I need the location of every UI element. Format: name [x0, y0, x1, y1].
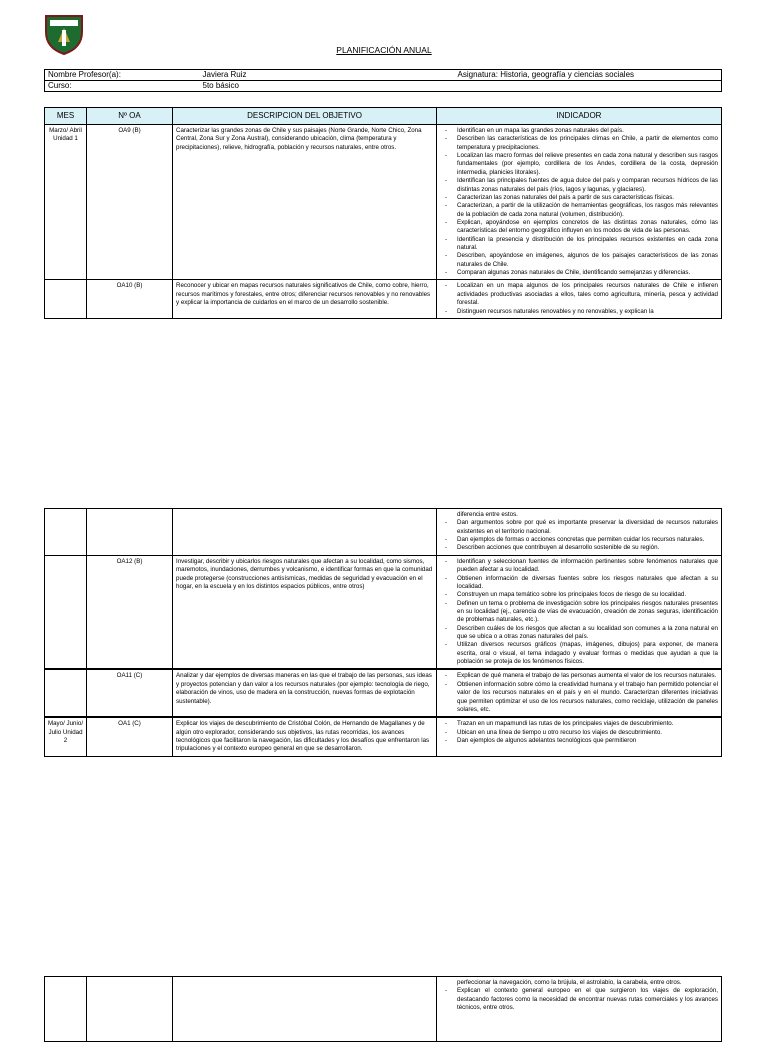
row-oa: OA9 (B): [87, 125, 173, 280]
col-header-mes: MES: [45, 108, 87, 125]
indicator-item: - Comparan algunas zonas naturales de Chile, identificando semejanzas y diferencias.: [443, 269, 718, 277]
row-oa: OA12 (B): [87, 555, 173, 669]
row-indicadores: [437, 280, 722, 318]
indicator-item: - Caracterizan, a partir de la utilización de herramientas geográficas, los rasgos más relevantes de la población de cada zona natural (volumen, distribución).: [443, 202, 718, 219]
row-mes: [45, 555, 87, 669]
table-row: [45, 977, 722, 1042]
indicator-item: - Describen acciones que contribuyen al desarrollo sostenible de su región.: [443, 544, 718, 552]
indicator-item: - Dan ejemplos de algunos adelantos tecnológicos que permitieron: [443, 737, 718, 745]
row-desc: Explicar los viajes de descubrimiento de Cristóbal Colón, de Hernando de Magallanes y de algún otro explorador, considerando sus objetivos, las rutas recorridas, los avances tecnológicos que facilitaron la navegación, las dificultades y los desafíos que enfrentaron las tripulaciones y el contexto europeo general en que se desarrollaron.: [173, 717, 437, 756]
row-indicadores: [437, 977, 722, 1042]
row-desc: Investigar, describir y ubicarlos riesgos naturales que afectan a su localidad, como sismos, maremotos, inundaciones, derrumbes y volcanismo, e identificar formas en que la comunidad puede protegerse (construcciones antisísmicas, medidas de seguridad y evacuación en el hogar, en la escuela y en los distintos espacios públicos, entre otros): [173, 555, 437, 669]
indicator-continuation: perfeccionar la navegación, como la brújula, el astrolabio, la carabela, entre otros.: [457, 979, 682, 986]
row-indicadores: [437, 555, 722, 669]
table-row: [45, 509, 722, 556]
indicator-item: - Explican, apoyándose en ejemplos concretos de las distintas zonas naturales, cómo las características del entorno geográfico influyen en los modos de vida de las personas.: [443, 219, 718, 236]
planning-table-page-1: [44, 107, 722, 319]
indicator-item: - Describen cuáles de los riesgos que afectan a su localidad son comunes a la zona natural en que se ubica o a otras zonas naturales del país.: [443, 625, 718, 642]
indicator-item: - Ubican en una línea de tiempo u otro recurso los viajes de descubrimiento.: [443, 729, 718, 737]
table-row: [45, 125, 722, 280]
indicator-item: - Dan ejemplos de formas o acciones concretas que permiten cuidar los recursos naturales.: [443, 536, 718, 544]
col-header-indicador: INDICADOR: [437, 108, 722, 125]
asignatura-text: Asignatura: Historia, geografía y ciencias sociales: [455, 70, 722, 81]
table-header-row: [45, 108, 722, 125]
indicator-item: - Localizan las macro formas del relieve presentes en cada zona natural y describen sus rasgos fundamentales (por ejemplo, cordillera de los Andes, cordillera de la costa, depresión intermedia, planicies litorales).: [443, 152, 718, 177]
row-indicadores: [437, 509, 722, 556]
profesor-value: Javiera Ruiz: [200, 70, 455, 81]
planning-table-page-2: [44, 508, 722, 757]
profesor-label: Nombre Profesor(a):: [45, 70, 200, 81]
indicator-item: - Dan argumentos sobre por qué es importante preservar la diversidad de recursos naturales existentes en el territorio nacional.: [443, 519, 718, 536]
row-desc: Caracterizar las grandes zonas de Chile y sus paisajes (Norte Grande, Norte Chico, Zona Central, Zona Sur y Zona Austral), considerando ubicación, clima (temperatura y precipitaciones), relieve, hidrografía, población y recursos naturales, entre otros.: [173, 125, 437, 280]
row-desc: Analizar y dar ejemplos de diversas maneras en las que el trabajo de las personas, sus ideas y proyectos potencian y dan valor a los recursos naturales (por ejemplo: tecnología de riego, elaboración de vinos, uso de madera en la construcción, nuevas formas de explotación sustentable).: [173, 669, 437, 717]
page-2: [0, 508, 768, 888]
col-header-desc: DESCRIPCION DEL OBJETIVO: [173, 108, 437, 125]
indicator-item: - Explican el contexto general europeo en el que surgieron los viajes de exploración, destacando factores como la necesidad de encontrar nuevas rutas comerciales y los avances técnicos, entre otros.: [443, 987, 718, 1012]
indicator-item: - Identifican la presencia y distribución de los principales recursos existentes en cada zona natural.: [443, 236, 718, 253]
indicator-item: - Obtienen información de diversas fuentes sobre los riesgos naturales que afectan a su localidad.: [443, 575, 718, 592]
table-row: [45, 717, 722, 756]
indicator-item: - Identifican y seleccionan fuentes de información pertinentes sobre fenómenos naturales que pueden afectar a su localidad.: [443, 558, 718, 575]
row-mes: Marzo/ Abril Unidad 1: [45, 125, 87, 280]
indicator-item: - Identifican las principales fuentes de agua dulce del país y comparan recursos hídricos de las distintas zonas naturales del país (ríos, lagos y lagunas, y glaciares).: [443, 177, 718, 194]
indicator-item: - Construyen un mapa temático sobre los principales focos de riesgo de su localidad.: [443, 591, 718, 599]
indicator-item: - Trazan en un mapamundi las rutas de los principales viajes de descubrimiento.: [443, 720, 718, 728]
indicator-item: - Caracterizan las zonas naturales del país a partir de sus características físicas.: [443, 194, 718, 202]
page-title: PLANIFICACIÓN ANUAL: [336, 45, 432, 55]
teacher-info-table: [44, 69, 722, 92]
table-row: [45, 280, 722, 318]
curso-value: 5to básico: [200, 81, 455, 92]
indicator-item: - Definen un tema o problema de investigación sobre los principales riesgos naturales presentes en su localidad (ej., carencia de vías de evacuación, creación de zonas seguras, identificación de problemas naturales, etc.).: [443, 600, 718, 625]
table-row: [45, 555, 722, 669]
indicator-continuation: diferencia entre estos.: [457, 511, 518, 518]
row-oa: OA1 (C): [87, 717, 173, 756]
table-row: [45, 669, 722, 717]
row-mes: [45, 280, 87, 318]
page-1: [0, 0, 768, 420]
row-oa: OA11 (C): [87, 669, 173, 717]
row-indicadores: [437, 717, 722, 756]
indicator-item: - Utilizan diversos recursos gráficos (mapas, imágenes, dibujos) para exponer, de manera escrita, oral o visual, el tema indagado y evaluar formas o medidas que ayudan a que la población se proteja de los fenómenos físicos.: [443, 641, 718, 666]
indicator-item: - Distinguen recursos naturales renovables y no renovables, y explican la: [443, 308, 718, 316]
indicator-item: - Identifican en un mapa las grandes zonas naturales del país.: [443, 127, 718, 135]
planning-table-page-3: [44, 976, 722, 1042]
row-mes: Mayo/ Junio/ Julio Unidad 2: [45, 717, 87, 756]
indicator-item: - Explican de qué manera el trabajo de las personas aumenta el valor de los recursos naturales.: [443, 672, 718, 680]
row-oa: OA10 (B): [87, 280, 173, 318]
row-desc: Reconocer y ubicar en mapas recursos naturales significativos de Chile, como cobre, hierro, recursos marítimos y forestales, entre otros; diferenciar recursos renovables y no renovables y explicar la importancia de cuidarlos en el marco de un desarrollo sostenible.: [173, 280, 437, 318]
indicator-item: - Describen las características de los principales climas en Chile, a partir de elementos como temperatura y precipitaciones.: [443, 135, 718, 152]
indicator-item: - Describen, apoyándose en imágenes, algunos de los paisajes característicos de las zonas naturales de Chile.: [443, 252, 718, 269]
indicator-item: - Obtienen información sobre cómo la creatividad humana y el trabajo han permitido potenciar el valor de los recursos naturales en el país y en el mundo. Caracterizan diferentes iniciativas que permiten optimizar el uso de los recursos naturales, como reciclaje, utilización de paneles solares, etc.: [443, 681, 718, 714]
page-3: [0, 976, 768, 1024]
row-indicadores: [437, 669, 722, 717]
curso-label: Curso:: [45, 81, 200, 92]
row-indicadores: [437, 125, 722, 280]
col-header-oa: Nº OA: [87, 108, 173, 125]
indicator-item: - Localizan en un mapa algunos de los principales recursos naturales de Chile e infieren actividades productivas asociadas a ellos, tales como agricultura, minería, pesca y actividad forestal.: [443, 282, 718, 307]
row-mes: [45, 669, 87, 717]
